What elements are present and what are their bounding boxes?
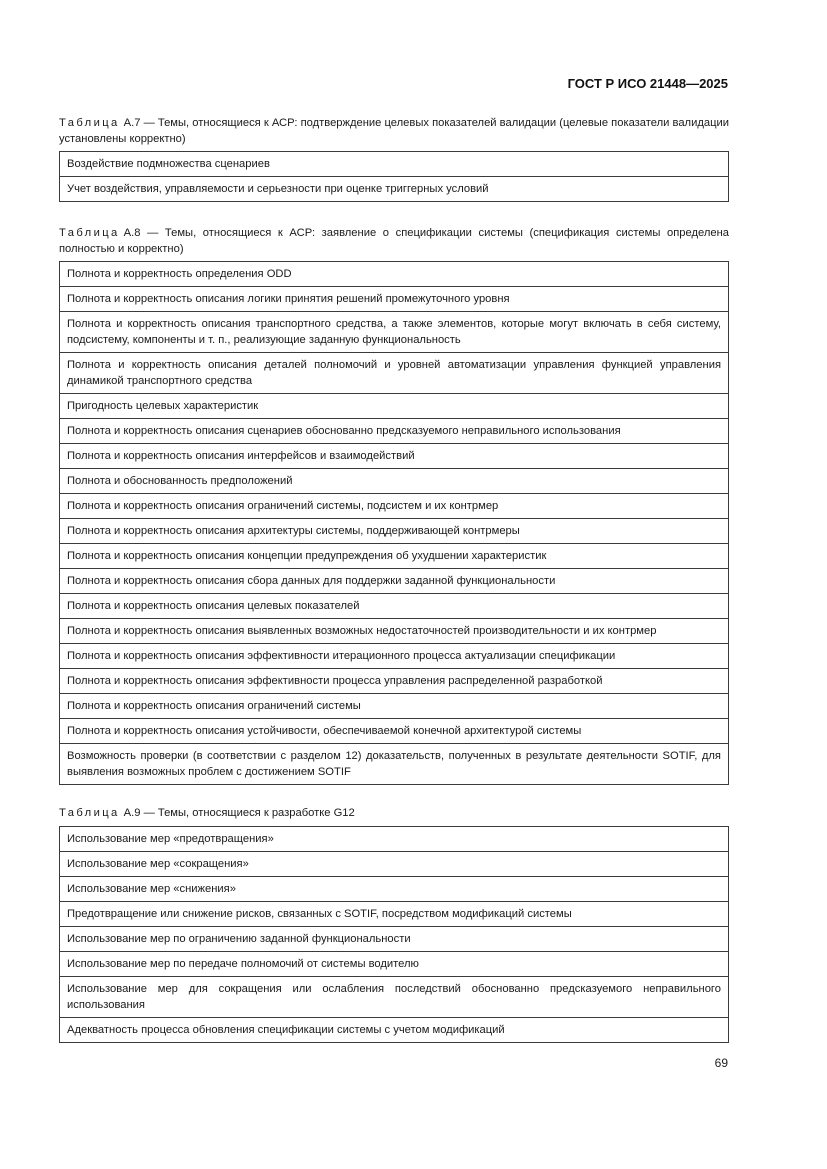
table-cell: Полнота и корректность описания логики принятия решений промежуточного уровня (60, 287, 729, 312)
table-caption-text: А.8 — Темы, относящиеся к АСР: заявление о спецификации системы (спецификация системы определена полностью и корректно) (59, 227, 729, 255)
table-row (60, 827, 729, 852)
table-row (60, 287, 729, 312)
table-row (60, 902, 729, 927)
table-caption-text: А.9 — Темы, относящиеся к разработке G12 (123, 807, 355, 819)
table-cell: Полнота и корректность описания целевых показателей (60, 594, 729, 619)
table-cell: Полнота и корректность описания ограничений системы (60, 694, 729, 719)
table-cell: Полнота и корректность описания сбора данных для поддержки заданной функциональности (60, 569, 729, 594)
table-row (60, 644, 729, 669)
table-caption-text: А.7 — Темы, относящиеся к АСР: подтверждение целевых показателей валидации (целевые показатели валидации установлены корректно) (59, 117, 729, 145)
table-cell: Использование мер «снижения» (60, 877, 729, 902)
table-a9 (59, 826, 729, 1043)
table-cell: Воздействие подмножества сценариев (60, 152, 729, 177)
table-row (60, 444, 729, 469)
table-cell: Использование мер «сокращения» (60, 852, 729, 877)
table-row (60, 569, 729, 594)
table-row (60, 852, 729, 877)
table-a7 (59, 151, 729, 202)
table-row (60, 469, 729, 494)
standard-code-header: ГОСТ Р ИСО 21448—2025 (567, 76, 728, 91)
table-row (60, 1018, 729, 1043)
table-a8-caption (59, 225, 729, 257)
table-cell: Возможность проверки (в соответствии с разделом 12) доказательств, полученных в результате деятельности SOTIF, для выявления возможных проблем с достижением SOTIF (60, 744, 729, 785)
table-label: Таблица (59, 227, 120, 239)
table-cell: Использование мер по передаче полномочий от системы водителю (60, 952, 729, 977)
table-row (60, 394, 729, 419)
table-cell: Пригодность целевых характеристик (60, 394, 729, 419)
table-cell: Полнота и корректность описания ограничений системы, подсистем и их контрмер (60, 494, 729, 519)
table-row (60, 312, 729, 353)
table-row (60, 719, 729, 744)
table-cell: Полнота и обоснованность предположений (60, 469, 729, 494)
table-row (60, 977, 729, 1018)
table-row (60, 594, 729, 619)
table-row (60, 694, 729, 719)
table-row (60, 927, 729, 952)
table-cell: Полнота и корректность описания архитектуры системы, поддерживающей контрмеры (60, 519, 729, 544)
table-row (60, 494, 729, 519)
table-cell: Полнота и корректность определения ODD (60, 262, 729, 287)
table-row (60, 544, 729, 569)
table-row (60, 152, 729, 177)
table-cell: Полнота и корректность описания транспортного средства, а также элементов, которые могут включать в себя систему, подсистему, компоненты и т. п., реализующие заданную функциональность (60, 312, 729, 353)
table-cell: Полнота и корректность описания эффективности итерационного процесса актуализации спецификации (60, 644, 729, 669)
table-row (60, 952, 729, 977)
table-cell: Использование мер для сокращения или ослабления последствий обоснованно предсказуемого неправильного использования (60, 977, 729, 1018)
table-cell: Полнота и корректность описания эффективности процесса управления распределенной разработкой (60, 669, 729, 694)
table-cell: Полнота и корректность описания выявленных возможных недостаточностей производительности и их контрмер (60, 619, 729, 644)
page-number: 69 (714, 1056, 728, 1070)
table-cell: Учет воздействия, управляемости и серьезности при оценке триггерных условий (60, 177, 729, 202)
table-cell: Полнота и корректность описания деталей полномочий и уровней автоматизации управления функцией управления динамикой транспортного средства (60, 353, 729, 394)
table-row (60, 419, 729, 444)
table-cell: Полнота и корректность описания устойчивости, обеспечиваемой конечной архитектурой системы (60, 719, 729, 744)
table-cell: Полнота и корректность описания сценариев обоснованно предсказуемого неправильного использования (60, 419, 729, 444)
table-cell: Полнота и корректность описания интерфейсов и взаимодействий (60, 444, 729, 469)
table-row (60, 353, 729, 394)
table-a9-caption (59, 805, 729, 821)
table-row (60, 519, 729, 544)
table-cell: Полнота и корректность описания концепции предупреждения об ухудшении характеристик (60, 544, 729, 569)
table-row (60, 669, 729, 694)
table-row (60, 177, 729, 202)
table-row (60, 744, 729, 785)
table-row (60, 619, 729, 644)
table-a7-caption (59, 115, 729, 147)
table-label: Таблица (59, 807, 120, 819)
table-a8 (59, 261, 729, 785)
table-label: Таблица (59, 117, 120, 129)
table-cell: Использование мер «предотвращения» (60, 827, 729, 852)
table-cell: Адекватность процесса обновления спецификации системы с учетом модификаций (60, 1018, 729, 1043)
table-row (60, 877, 729, 902)
table-row (60, 262, 729, 287)
table-cell: Использование мер по ограничению заданной функциональности (60, 927, 729, 952)
table-cell: Предотвращение или снижение рисков, связанных с SOTIF, посредством модификаций системы (60, 902, 729, 927)
